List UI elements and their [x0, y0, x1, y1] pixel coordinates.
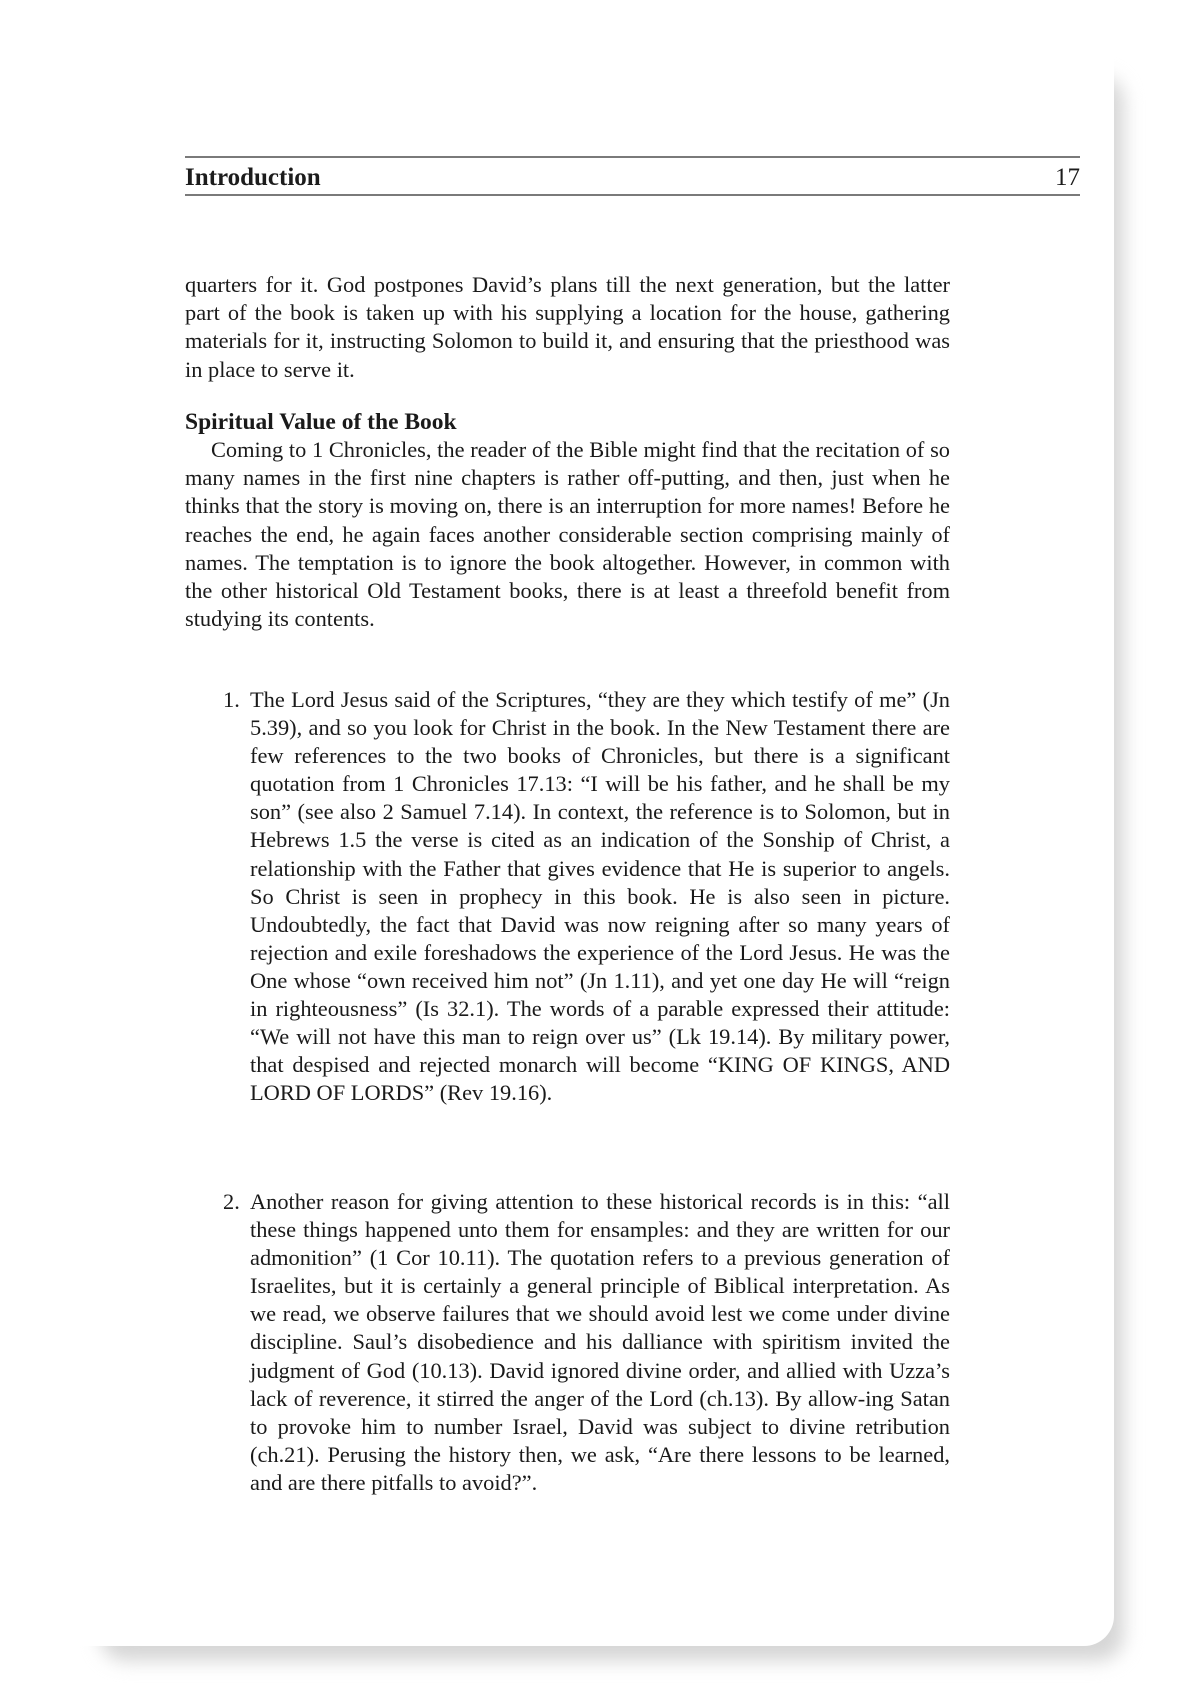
numbered-list-continued	[185, 1188, 950, 1497]
numbered-list	[185, 686, 950, 1107]
chapter-title: Introduction	[185, 164, 321, 191]
section-heading: Spiritual Value of the Book	[185, 409, 457, 435]
list-item-number: 2.	[223, 1189, 240, 1214]
section-paragraph: Coming to 1 Chronicles, the reader of the Bible might find that the recitation of so many names in the first nine chapters is rather off-putting, and then, just when he thinks that the story is moving on, there is an interruption for more names! Before he reaches the end, he again faces another considerable section comprising mainly of names. The temptation is to ignore the book altogether. However, in common with the other historical Old Testament books, there is at least a threefold benefit from studying its contents.	[185, 437, 950, 632]
opening-paragraph: quarters for it. God postpones David’s plans till the next generation, but the latter part of the book is taken up with his supplying a location for the house, gathering materials for it, instructing Solomon to build it, and ensuring that the priesthood was in place to serve it.	[185, 272, 950, 382]
list-item-text: The Lord Jesus said of the Scriptures, “they are they which testify of me” (Jn 5.39), and so you look for Christ in the book. In the New Testament there are few references to the two books of Chronicles, but there is a significant quotation from 1 Chronicles 17.13: “I will be his father, and he shall be my son” (see also 2 Samuel 7.14). In context, the reference is to Solomon, but in Hebrews 1.5 the verse is cited as an indication of the Sonship of Christ, a relationship with the Father that gives evidence that He is superior to angels. So Christ is seen in prophecy in this book. He is also seen in picture. Undoubtedly, the fact that David was now reigning after so many years of rejection and exile foreshadows the experience of the Lord Jesus. He was the One whose “own received him not” (Jn 1.11), and yet one day He will “reign in righteousness” (Is 32.1). The words of a parable expressed their attitude: “We will not have this man to reign over us” (Lk 19.14). By military power, that despised and rejected monarch will become “KING OF KINGS, AND LORD OF LORDS” (Rev 19.16).	[250, 687, 950, 1106]
page-number: 17	[1055, 164, 1080, 191]
running-header	[185, 156, 1080, 196]
list-item	[185, 686, 950, 1107]
list-item	[185, 1188, 950, 1497]
list-item-number: 1.	[223, 687, 240, 712]
list-item-text: Another reason for giving attention to these historical records is in this: “all these things happened unto them for ensamples: and they are written for our admonition” (1 Cor 10.11). The quotation refers to a previous generation of Israelites, but it is certainly a general principle of Biblical interpretation. As we read, we observe failures that we should avoid lest we come under divine discipline. Saul’s disobedience and his dalliance with spiritism invited the judgment of God (10.13). David ignored divine order, and allied with Uzza’s lack of reverence, it stirred the anger of the Lord (ch.13). By allow-ing Satan to provoke him to number Israel, David was subject to divine retribution (ch.21). Perusing the history then, we ask, “Are there lessons to be learned, and are there pitfalls to avoid?”.	[250, 1189, 950, 1495]
